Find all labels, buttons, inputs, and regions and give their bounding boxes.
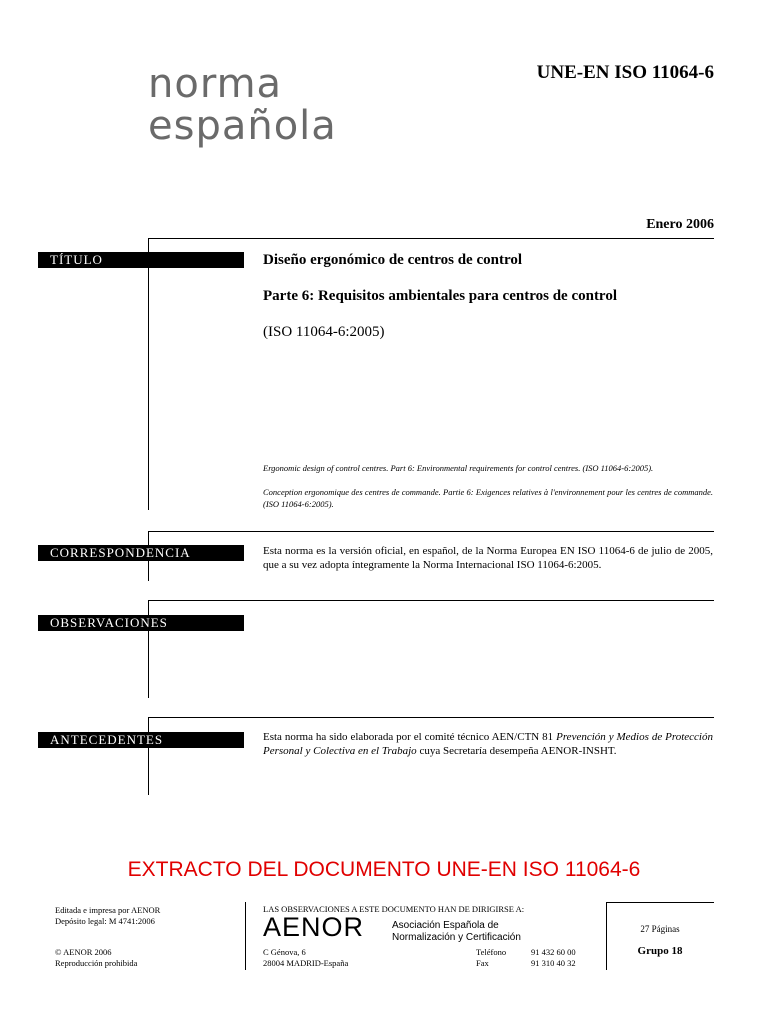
titulo-label: TÍTULO [38,252,244,268]
document-title: Diseño ergonómico de centros de control [263,252,522,268]
section-vertical-rule [148,717,149,795]
phone-label: Teléfono [476,947,507,957]
iso-reference: (ISO 11064-6:2005) [263,324,385,340]
fax-number: 91 310 40 32 [531,958,576,968]
footer-legal-deposit: Depósito legal: M 4741:2006 [55,916,155,926]
footer-edited-by: Editada e impresa por AENOR [55,905,161,915]
footer-copyright: © AENOR 2006 [55,947,112,957]
footer-notice: LAS OBSERVACIONES A ESTE DOCUMENTO HAN DE DIRIGIRSE A: [263,904,525,914]
address-city: 28004 MADRID-España [263,958,349,968]
phone-number: 91 432 60 00 [531,947,576,957]
extract-banner: EXTRACTO DEL DOCUMENTO UNE-EN ISO 11064-6 [127,858,641,881]
section-divider [148,717,714,718]
page-count: 27 Páginas [640,924,680,934]
address-street: C Génova, 6 [263,947,306,957]
section-vertical-rule [148,238,149,510]
antecedentes-label: ANTECEDENTES [38,732,244,748]
footer-divider [606,902,607,970]
title-french: Conception ergonomique des centres de commande. Partie 6: Exigences relatives à l'environnement pour les centres de commande. (ISO 11064-6:2005). [263,487,713,509]
brand-line-1: norma [148,61,283,107]
correspondencia-label: CORRESPONDENCIA [38,545,244,561]
brand-line-2: española [148,103,337,149]
section-divider [148,238,714,239]
publication-date: Enero 2006 [646,217,714,232]
price-group: Grupo 18 [637,945,683,957]
footer-divider [245,902,246,970]
footer-box-top [606,902,714,903]
fax-label: Fax [476,958,489,968]
observaciones-label: OBSERVACIONES [38,615,244,631]
standard-code: UNE-EN ISO 11064-6 [536,62,714,83]
antecedentes-text: Esta norma ha sido elaborada por el comité técnico AEN/CTN 81 Prevención y Medios de Protección Personal y Colectiva en el Trabajo cuya Secretaría desempeña AENOR-INSHT. [263,731,713,757]
aenor-logo: AENOR [263,912,365,942]
section-divider [148,600,714,601]
footer-reproduction: Reproducción prohibida [55,958,138,968]
association-name: Asociación Española de Normalización y Certificación [392,920,521,943]
section-divider [148,531,714,532]
title-english: Ergonomic design of control centres. Part 6: Environmental requirements for control centres. (ISO 11064-6:2005). [263,463,654,473]
document-subtitle: Parte 6: Requisitos ambientales para centros de control [263,288,617,304]
correspondencia-text: Esta norma es la versión oficial, en español, de la Norma Europea EN ISO 11064-6 de julio de 2005, que a su vez adopta íntegramente la Norma Internacional ISO 11064-6:2005. [263,545,713,571]
